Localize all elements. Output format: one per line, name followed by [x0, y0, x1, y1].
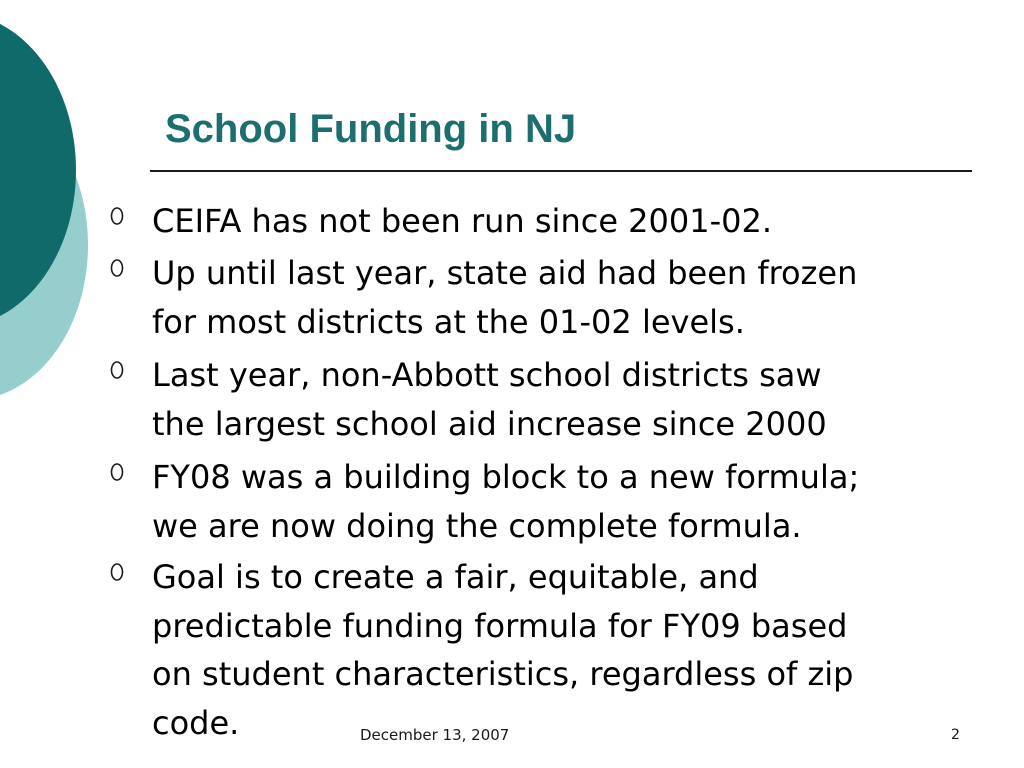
ring-bullet-icon: [110, 359, 124, 381]
ring-bullet-icon: [110, 205, 124, 227]
footer-date: December 13, 2007: [360, 726, 510, 744]
title-divider: [150, 170, 972, 172]
slide-number: 2: [951, 727, 960, 743]
bullet-text: Up until last year, state aid had been frozen for most districts at the 01-02 levels.: [152, 254, 858, 341]
ring-bullet-icon: [110, 561, 124, 583]
bullet-text: CEIFA has not been run since 2001-02.: [152, 202, 773, 240]
bullet-text: FY08 was a building block to a new formula; we are now doing the complete formula.: [152, 458, 860, 545]
bullet-text: Last year, non-Abbott school districts saw the largest school aid increase since 2000: [152, 356, 827, 443]
bullet-text: Goal is to create a fair, equitable, and predictable funding formula for FY09 based on student characteristics, regardless of zip code.: [152, 558, 854, 742]
ring-bullet-icon: [110, 461, 124, 483]
slide-title: School Funding in NJ: [165, 107, 577, 151]
ring-bullet-icon: [110, 257, 124, 279]
